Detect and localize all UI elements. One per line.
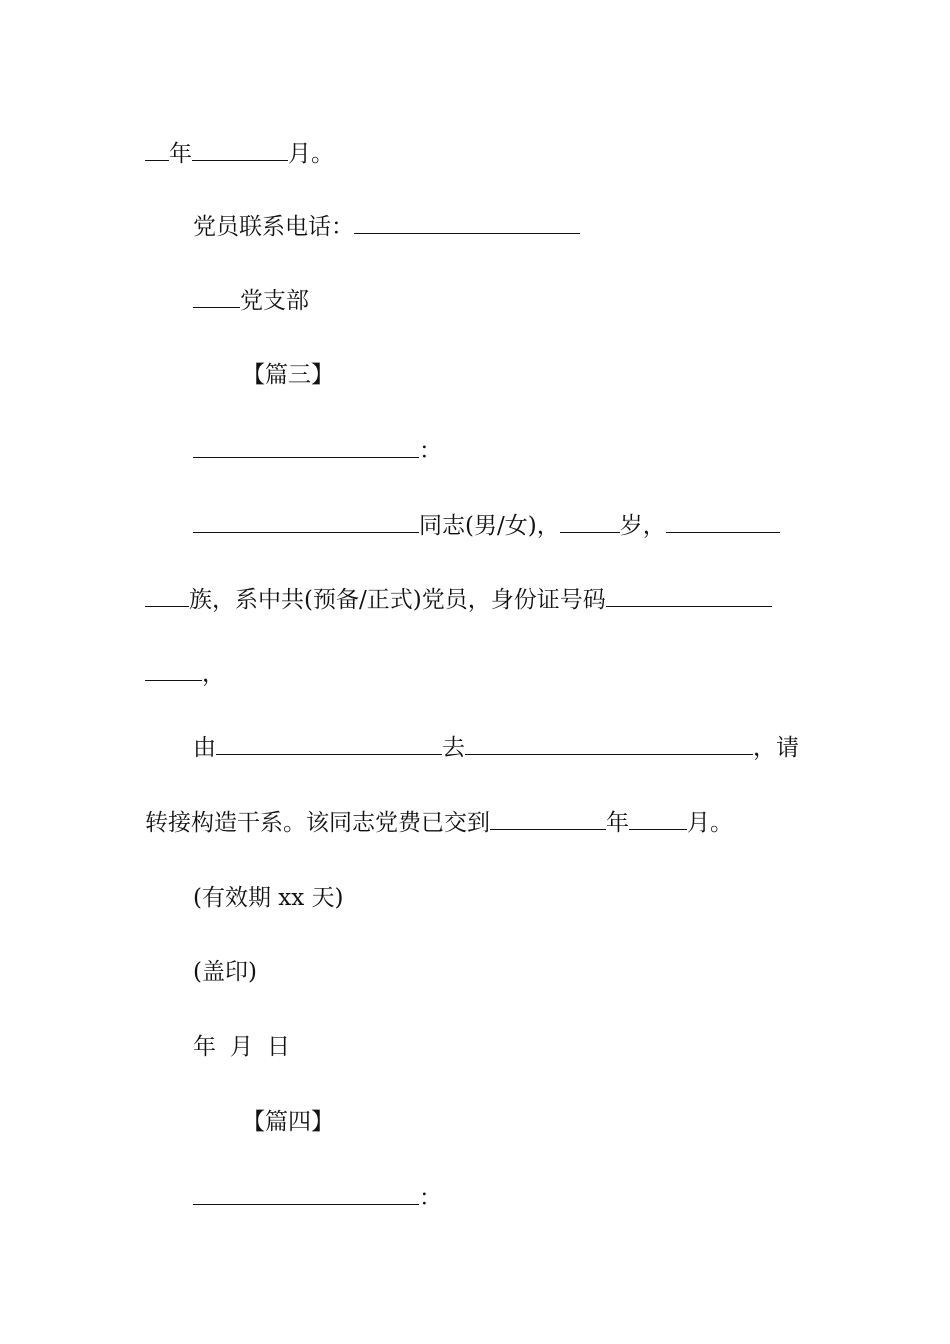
para3-line xyxy=(145,809,733,837)
blank-month xyxy=(192,140,288,161)
blank-age xyxy=(560,512,620,533)
branch-line xyxy=(193,287,309,315)
blank-branch xyxy=(193,287,240,308)
blank-year xyxy=(145,140,169,161)
date-month: 月 xyxy=(230,1034,253,1060)
date-line xyxy=(193,1033,290,1061)
blank-ethnicity-1 xyxy=(666,512,780,533)
comrade-text: 同志(男/女)， xyxy=(419,513,560,539)
addressee-line xyxy=(193,437,442,465)
blank-fee-year xyxy=(490,809,606,830)
seal-line: (盖印) xyxy=(193,959,257,985)
section-4-heading: 【篇四】 xyxy=(242,1109,334,1135)
addressee-colon-4: ： xyxy=(419,1185,442,1211)
para1-line2 xyxy=(145,586,772,614)
addressee-line-4 xyxy=(193,1184,442,1212)
para1-line3 xyxy=(145,660,225,688)
date-day: 日 xyxy=(267,1034,290,1060)
id-comma: ， xyxy=(202,661,225,687)
validity-line: (有效期 xx 天) xyxy=(193,885,344,911)
addressee-colon: ： xyxy=(419,438,442,464)
from-text: 由 xyxy=(193,735,216,761)
ethnicity-text: 族，系中共(预备/正式)党员，身份证号码 xyxy=(189,587,606,613)
transfer-text: 转接构造干系。该同志党费已交到 xyxy=(145,810,490,836)
phone-line xyxy=(193,213,580,241)
blank-ethnicity-2 xyxy=(145,586,189,607)
fee-paid-continuation xyxy=(145,140,334,168)
phone-label: 党员联系电话： xyxy=(193,214,354,240)
please-text: ，请 xyxy=(753,735,799,761)
section-3-heading: 【篇三】 xyxy=(242,362,334,388)
age-text: 岁， xyxy=(619,513,666,539)
fee-year-label: 年 xyxy=(606,810,629,836)
blank-name xyxy=(193,512,419,533)
para2-line xyxy=(193,734,799,762)
branch-label: 党支部 xyxy=(240,288,309,314)
blank-phone xyxy=(354,213,580,234)
date-year: 年 xyxy=(193,1034,216,1060)
para1-line1 xyxy=(193,512,780,540)
to-text: 去 xyxy=(442,735,465,761)
fee-month-label: 月。 xyxy=(687,810,733,836)
blank-addressee-4 xyxy=(193,1184,419,1205)
blank-id-2 xyxy=(145,660,202,681)
blank-addressee xyxy=(193,437,419,458)
blank-fee-month xyxy=(629,809,687,830)
month-label: 月。 xyxy=(288,141,334,167)
blank-to xyxy=(465,734,753,755)
blank-id-1 xyxy=(606,586,772,607)
blank-from xyxy=(216,734,442,755)
year-label: 年 xyxy=(169,141,192,167)
